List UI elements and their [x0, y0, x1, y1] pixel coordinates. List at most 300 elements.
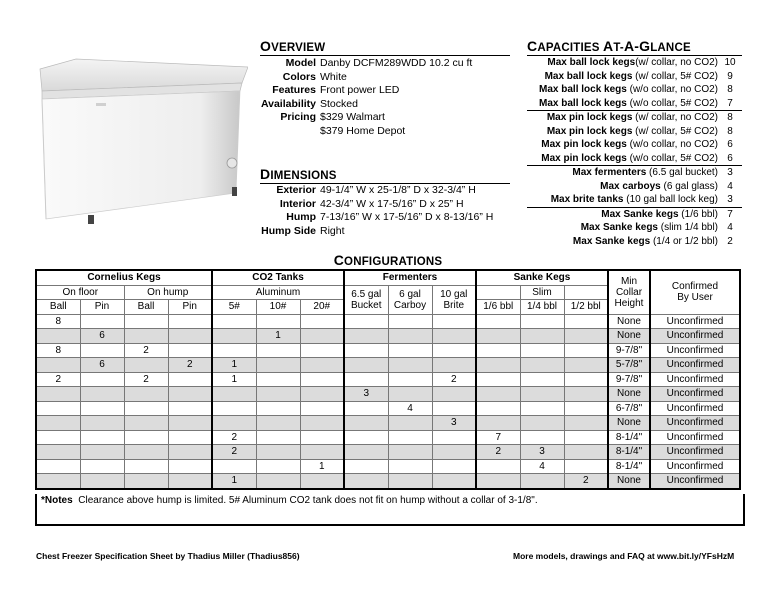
dimension-row: [260, 225, 493, 239]
capacity-label-detail: (1/4 or 1/2 bbl): [650, 235, 718, 247]
table-cell: [344, 445, 388, 460]
capacity-label: [527, 70, 718, 84]
table-row: [36, 445, 740, 460]
on-hump-header: On hump: [124, 285, 212, 300]
capacity-label-bold: Max pin lock kegs: [541, 139, 627, 150]
table-cell: [520, 329, 564, 344]
overview-label: Availability: [260, 97, 316, 110]
dimensions-list: [260, 184, 493, 238]
table-cell: [124, 401, 168, 416]
table-cell: [520, 474, 564, 489]
table-cell: 6: [80, 358, 124, 373]
carboy-header: 6 gal Carboy: [388, 285, 432, 314]
table-cell: [300, 416, 344, 431]
col-20lb: 20#: [300, 300, 344, 315]
col-pin-floor: Pin: [80, 300, 124, 315]
table-cell: [520, 387, 564, 402]
configurations-heading: CONFIGURATIONS: [333, 252, 443, 268]
confirmed-by-user-header: Confirmed By User: [650, 270, 740, 314]
brite-header: 10 gal Brite: [432, 285, 476, 314]
capacity-row: [527, 125, 742, 139]
table-cell: 1: [212, 474, 256, 489]
table-cell: [564, 372, 608, 387]
table-cell: [520, 416, 564, 431]
table-cell: 2: [476, 445, 520, 460]
capacity-row: [527, 221, 742, 235]
capacity-group: [527, 56, 742, 110]
table-cell: [476, 459, 520, 474]
capacity-value: 8: [727, 125, 733, 137]
table-cell: [476, 401, 520, 416]
capacity-label-bold: Max Sanke kegs: [572, 235, 651, 247]
table-cell: [476, 343, 520, 358]
table-cell: [564, 401, 608, 416]
table-cell: [476, 314, 520, 329]
table-cell: [564, 314, 608, 329]
capacity-label-detail: (10 gal ball lock keg): [623, 194, 718, 205]
table-cell: [36, 329, 80, 344]
capacity-value: 4: [727, 180, 733, 192]
capacity-label: [527, 111, 718, 125]
table-cell: [432, 430, 476, 445]
table-cell: [256, 474, 300, 489]
col-quarter-bbl: 1/4 bbl: [520, 300, 564, 315]
dimension-value: 7-13/16” W x 17-5/16” D x 8-13/16” H: [320, 211, 494, 223]
dimension-label: Interior: [279, 197, 316, 210]
table-cell: 9-7/8": [608, 343, 650, 358]
sanke-kegs-header: Sanke Kegs: [476, 270, 608, 285]
table-cell: [80, 387, 124, 402]
capacity-row: [527, 152, 742, 166]
table-cell: [476, 416, 520, 431]
table-cell: [520, 401, 564, 416]
capacities-list: [527, 56, 742, 248]
table-cell: [124, 387, 168, 402]
capacity-value: 3: [727, 167, 733, 178]
capacity-value: 9: [727, 70, 733, 82]
capacity-value: 3: [727, 194, 733, 205]
capacity-label-bold: Max pin lock kegs: [546, 125, 633, 137]
table-cell: [36, 430, 80, 445]
table-cell: Unconfirmed: [650, 474, 740, 489]
capacity-label-bold: Max ball lock kegs: [544, 70, 633, 82]
capacity-label: [527, 221, 718, 235]
table-cell: 3: [432, 416, 476, 431]
table-cell: [124, 314, 168, 329]
table-cell: 6: [80, 329, 124, 344]
table-cell: [212, 387, 256, 402]
table-cell: [168, 401, 212, 416]
table-cell: [80, 445, 124, 460]
dimension-row: [260, 211, 493, 225]
table-row: [36, 329, 740, 344]
capacity-label-bold: Max brite tanks: [550, 194, 624, 205]
table-cell: [432, 459, 476, 474]
table-cell: [212, 314, 256, 329]
capacity-row: [527, 235, 742, 249]
table-cell: 1: [256, 329, 300, 344]
col-ball-floor: Ball: [36, 300, 80, 315]
capacity-value: 6: [727, 152, 733, 164]
sanke-blank-header: [476, 285, 520, 300]
table-cell: [168, 445, 212, 460]
capacity-label-detail: (w/ collar, 5# CO2): [632, 70, 718, 82]
capacity-label: [527, 83, 718, 97]
dimension-value: 42-3/4” W x 17-5/16” D x 25” H: [320, 197, 464, 210]
table-cell: [212, 459, 256, 474]
table-cell: 5-7/8": [608, 358, 650, 373]
capacity-row: [527, 180, 742, 194]
capacity-label: [527, 166, 718, 180]
on-floor-header: On floor: [36, 285, 124, 300]
table-cell: Unconfirmed: [650, 430, 740, 445]
table-cell: [80, 474, 124, 489]
capacity-label-detail: (w/o collar, 5# CO2): [626, 152, 718, 164]
table-row: [36, 401, 740, 416]
table-cell: 9-7/8": [608, 372, 650, 387]
min-collar-height-header: Min Collar Height: [608, 270, 650, 314]
overview-value: Danby DCFM289WDD 10.2 cu ft: [320, 57, 473, 69]
dimension-row: [260, 184, 493, 198]
table-cell: [124, 430, 168, 445]
table-cell: 3: [344, 387, 388, 402]
table-row: [36, 474, 740, 489]
table-cell: [388, 358, 432, 373]
table-row: [36, 459, 740, 474]
dimension-label: Exterior: [276, 184, 316, 196]
table-cell: [168, 474, 212, 489]
table-cell: Unconfirmed: [650, 358, 740, 373]
table-row: [36, 343, 740, 358]
capacity-value: 10: [724, 57, 736, 68]
table-cell: [388, 445, 432, 460]
overview-row: [260, 111, 472, 125]
overview-row: [260, 71, 472, 85]
configurations-table: [35, 269, 741, 490]
capacity-label: [527, 208, 718, 222]
capacity-value: 7: [727, 97, 733, 109]
table-cell: [388, 430, 432, 445]
table-cell: 2: [564, 474, 608, 489]
capacity-value: 8: [727, 84, 733, 95]
table-cell: 2: [36, 372, 80, 387]
col-sixth-bbl: 1/6 bbl: [476, 300, 520, 315]
table-cell: [344, 430, 388, 445]
table-cell: [168, 329, 212, 344]
capacity-label: [527, 180, 718, 194]
table-cell: [476, 358, 520, 373]
table-cell: [80, 401, 124, 416]
table-cell: 1: [300, 459, 344, 474]
table-cell: 8-1/4": [608, 445, 650, 460]
table-cell: [300, 474, 344, 489]
table-cell: [124, 416, 168, 431]
footer-link: More models, drawings and FAQ at www.bit.ly/YFsHzM: [513, 551, 735, 561]
dimension-value: 49-1/4” W x 25-1/8” D x 32-3/4” H: [320, 184, 476, 196]
table-cell: [300, 358, 344, 373]
table-row: [36, 430, 740, 445]
capacity-label: [527, 138, 718, 152]
table-cell: [432, 474, 476, 489]
table-cell: 3: [520, 445, 564, 460]
table-cell: [124, 329, 168, 344]
capacity-value: 8: [727, 112, 733, 123]
overview-heading: OVERVIEW: [260, 38, 510, 56]
table-cell: [476, 372, 520, 387]
table-cell: 4: [520, 459, 564, 474]
table-cell: [80, 459, 124, 474]
overview-label: Model: [285, 57, 316, 69]
capacity-label-detail: (w/o collar, no CO2): [626, 139, 718, 150]
capacity-label: [527, 125, 718, 139]
capacity-group: [527, 207, 742, 249]
table-cell: [564, 459, 608, 474]
table-cell: [36, 358, 80, 373]
table-cell: 2: [212, 430, 256, 445]
table-cell: None: [608, 416, 650, 431]
table-cell: [344, 401, 388, 416]
table-cell: 8: [36, 343, 80, 358]
table-cell: [300, 314, 344, 329]
table-cell: 2: [212, 445, 256, 460]
capacity-row: [527, 208, 742, 222]
table-cell: [388, 474, 432, 489]
table-cell: [476, 329, 520, 344]
table-row: [36, 358, 740, 373]
capacity-value: 2: [727, 235, 733, 247]
table-cell: [124, 445, 168, 460]
notes: [35, 494, 745, 526]
capacity-label-bold: Max Sanke kegs: [601, 208, 679, 220]
table-cell: [168, 387, 212, 402]
capacity-label-detail: (slim 1/4 bbl): [657, 222, 718, 233]
table-cell: [80, 343, 124, 358]
table-cell: [520, 343, 564, 358]
table-cell: Unconfirmed: [650, 314, 740, 329]
table-cell: [432, 314, 476, 329]
table-cell: 6-7/8": [608, 401, 650, 416]
table-cell: [212, 416, 256, 431]
capacity-label-detail: (w/ collar, no CO2): [635, 57, 718, 68]
overview-row: [260, 57, 472, 71]
table-row: [36, 387, 740, 402]
capacity-group: [527, 110, 742, 165]
table-cell: [476, 387, 520, 402]
table-cell: [36, 401, 80, 416]
co2-tanks-header: CO2 Tanks: [212, 270, 344, 285]
table-cell: [344, 343, 388, 358]
capacity-row: [527, 56, 742, 70]
table-cell: [476, 474, 520, 489]
table-cell: None: [608, 387, 650, 402]
table-cell: [432, 445, 476, 460]
table-cell: [564, 430, 608, 445]
chest-freezer-image: [36, 55, 248, 227]
table-cell: Unconfirmed: [650, 372, 740, 387]
table-cell: [80, 372, 124, 387]
table-cell: 2: [432, 372, 476, 387]
table-cell: [168, 459, 212, 474]
capacity-row: [527, 166, 742, 180]
table-cell: [520, 358, 564, 373]
table-cell: 8-1/4": [608, 459, 650, 474]
table-cell: [256, 387, 300, 402]
table-cell: 2: [168, 358, 212, 373]
capacity-label-detail: (w/ collar, 5# CO2): [632, 125, 718, 137]
table-cell: [36, 387, 80, 402]
table-cell: [564, 358, 608, 373]
table-cell: [36, 445, 80, 460]
table-row: [36, 314, 740, 329]
table-cell: [256, 401, 300, 416]
table-cell: None: [608, 474, 650, 489]
table-cell: [344, 372, 388, 387]
table-cell: [300, 343, 344, 358]
table-cell: [124, 358, 168, 373]
overview-value: Front power LED: [320, 84, 400, 96]
table-cell: [124, 459, 168, 474]
col-5lb: 5#: [212, 300, 256, 315]
overview-row: [260, 84, 472, 98]
table-cell: [300, 445, 344, 460]
capacity-row: [527, 193, 742, 207]
overview-value: White: [320, 70, 347, 83]
col-10lb: 10#: [256, 300, 300, 315]
table-cell: Unconfirmed: [650, 387, 740, 402]
capacity-label-bold: Max carboys: [600, 180, 661, 192]
table-row: [36, 372, 740, 387]
bucket-header: 6.5 gal Bucket: [344, 285, 388, 314]
capacity-label-bold: Max ball lock kegs: [539, 84, 627, 95]
table-cell: 8-1/4": [608, 430, 650, 445]
capacity-label: [527, 56, 718, 70]
table-cell: [300, 430, 344, 445]
table-cell: Unconfirmed: [650, 459, 740, 474]
table-cell: [564, 329, 608, 344]
table-cell: 1: [212, 372, 256, 387]
table-cell: [256, 416, 300, 431]
table-cell: [212, 401, 256, 416]
table-cell: 4: [388, 401, 432, 416]
table-cell: [344, 329, 388, 344]
table-cell: [344, 358, 388, 373]
table-cell: None: [608, 314, 650, 329]
capacity-label-bold: Max Sanke kegs: [580, 222, 658, 233]
table-cell: [168, 314, 212, 329]
table-cell: None: [608, 329, 650, 344]
group-header-row: [36, 270, 740, 285]
capacity-value: 6: [727, 139, 733, 150]
capacity-value: 4: [727, 222, 733, 233]
table-row: [36, 416, 740, 431]
table-cell: [212, 343, 256, 358]
capacity-label-detail: (6.5 gal bucket): [646, 167, 718, 178]
table-cell: 8: [36, 314, 80, 329]
capacity-row: [527, 97, 742, 111]
capacity-label: [527, 152, 718, 166]
notes-text: Clearance above hump is limited. 5# Aluminum CO2 tank does not fit on hump without a collar of 3-1/8".: [78, 495, 538, 506]
notes-label: *Notes: [41, 495, 73, 506]
table-cell: Unconfirmed: [650, 416, 740, 431]
table-cell: [344, 314, 388, 329]
capacity-label: [527, 235, 718, 249]
table-cell: 1: [212, 358, 256, 373]
overview-value: $329 Walmart: [320, 111, 385, 123]
capacity-label-bold: Max ball lock kegs: [547, 57, 636, 68]
capacity-row: [527, 83, 742, 97]
dimensions-heading: DIMENSIONS: [260, 166, 510, 184]
table-cell: [388, 459, 432, 474]
table-cell: [80, 314, 124, 329]
table-cell: [256, 314, 300, 329]
col-pin-hump: Pin: [168, 300, 212, 315]
capacity-label-detail: (w/o collar, no CO2): [626, 84, 718, 95]
table-cell: [212, 329, 256, 344]
capacity-row: [527, 70, 742, 84]
table-cell: [520, 314, 564, 329]
table-cell: Unconfirmed: [650, 343, 740, 358]
capacity-label-bold: Max fermenters: [572, 167, 647, 178]
table-cell: [300, 401, 344, 416]
table-cell: [300, 387, 344, 402]
table-cell: [432, 343, 476, 358]
table-cell: [520, 372, 564, 387]
table-cell: [80, 416, 124, 431]
capacity-label-bold: Max ball lock kegs: [539, 97, 627, 109]
table-cell: [36, 474, 80, 489]
capacity-label-detail: (1/6 bbl): [678, 208, 718, 220]
dimension-value: Right: [320, 224, 345, 237]
capacity-label-bold: Max pin lock kegs: [546, 112, 633, 123]
table-cell: 2: [124, 343, 168, 358]
capacity-label: [527, 193, 718, 207]
capacity-group: [527, 165, 742, 207]
table-cell: 2: [124, 372, 168, 387]
sanke-blank-header-2: [564, 285, 608, 300]
capacity-label-detail: (6 gal glass): [660, 180, 718, 192]
table-cell: [388, 372, 432, 387]
aluminum-header: Aluminum: [212, 285, 344, 300]
table-cell: [432, 401, 476, 416]
capacities-heading: CAPACITIES AT-A-GLANCE: [527, 38, 742, 56]
capacity-value: 7: [727, 208, 733, 220]
slim-header: Slim: [520, 285, 564, 300]
table-cell: Unconfirmed: [650, 329, 740, 344]
overview-label: Features: [272, 84, 316, 96]
fermenters-header: Fermenters: [344, 270, 476, 285]
table-cell: [388, 416, 432, 431]
table-cell: [388, 314, 432, 329]
table-cell: [36, 459, 80, 474]
overview-label: Colors: [282, 70, 316, 83]
table-cell: [124, 474, 168, 489]
capacity-label-detail: (w/ collar, no CO2): [632, 112, 718, 123]
table-cell: [168, 343, 212, 358]
table-cell: [256, 459, 300, 474]
table-cell: [564, 343, 608, 358]
table-cell: [432, 329, 476, 344]
table-cell: [432, 387, 476, 402]
table-cell: [432, 358, 476, 373]
overview-label: Pricing: [280, 111, 316, 123]
overview-row: [260, 98, 472, 112]
table-cell: Unconfirmed: [650, 401, 740, 416]
overview-value: $379 Home Depot: [320, 124, 406, 137]
table-cell: [256, 372, 300, 387]
overview-row: [260, 125, 472, 139]
table-cell: [80, 430, 124, 445]
table-cell: [344, 416, 388, 431]
